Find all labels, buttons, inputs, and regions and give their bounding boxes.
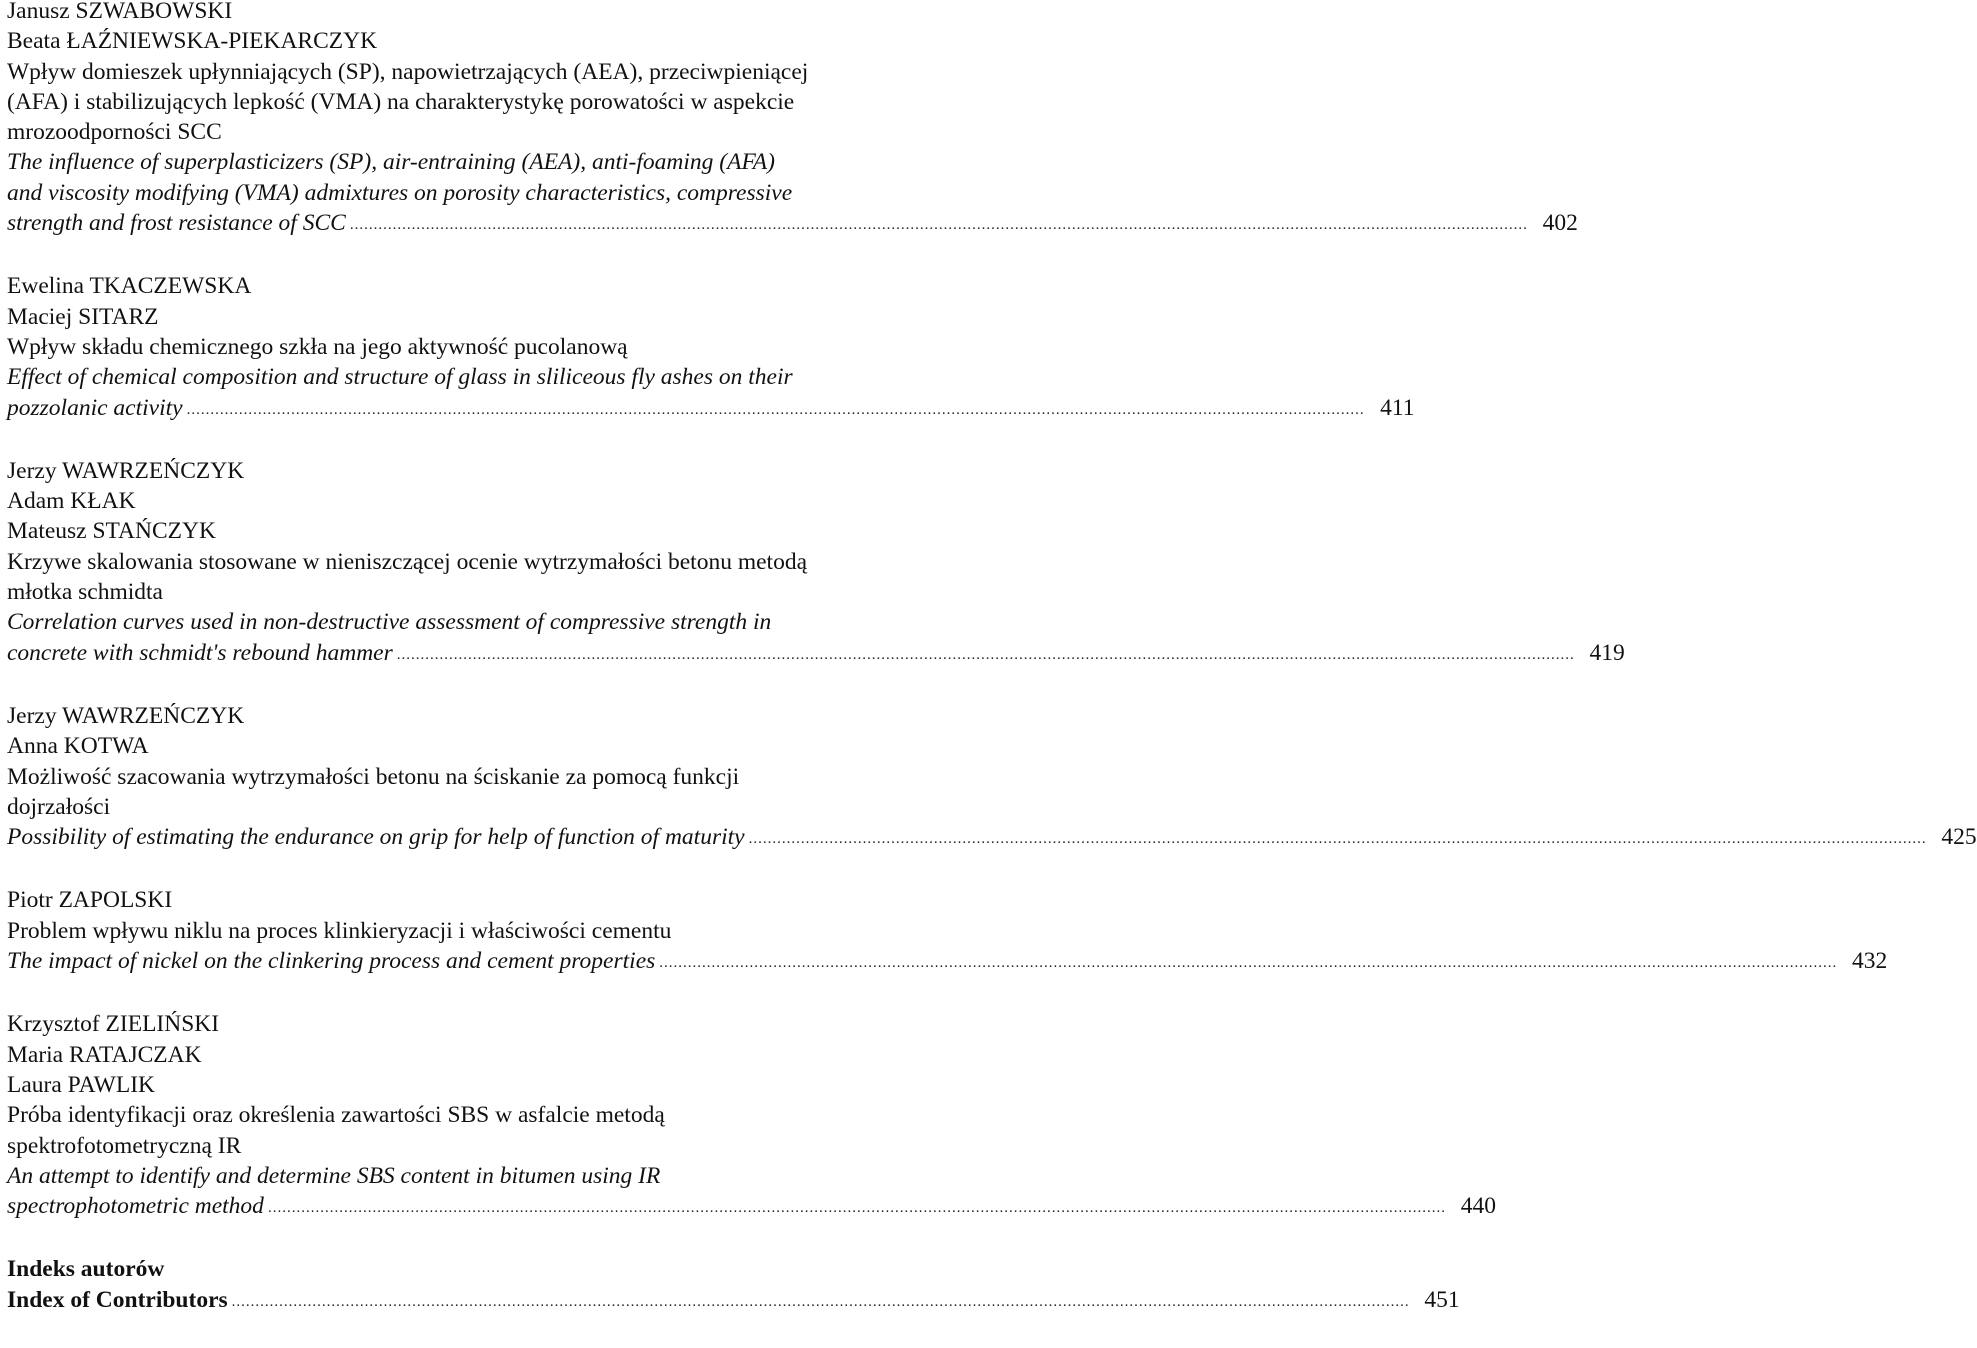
title-polish: Krzywe skalowania stosowane w nieniszczącej ocenie wytrzymałości betonu metodą: [7, 548, 808, 575]
title-polish: dojrzałości: [7, 793, 111, 820]
table-of-contents: [7, 0, 1977, 1348]
author-name: Maria RATAJCZAK: [7, 1041, 202, 1068]
page-number: 440: [1460, 1193, 1496, 1220]
author-name: Janusz SZWABOWSKI: [7, 0, 233, 24]
title-english-last-line: [7, 946, 1888, 979]
title-english-last-line: [7, 393, 1415, 426]
author-name: Jerzy WAWRZEŃCZYK: [7, 702, 245, 729]
author-name: Adam KŁAK: [7, 488, 136, 515]
title-english: An attempt to identify and determine SBS content in bitumen using IR: [7, 1162, 661, 1189]
index-title-polish: Indeks autorów: [7, 1256, 165, 1283]
toc-entry[interactable]: [7, 456, 1625, 671]
toc-entry[interactable]: [7, 271, 1415, 425]
dot-leader: [397, 640, 1575, 670]
author-name: Maciej SITARZ: [7, 303, 159, 330]
dot-leader: [659, 948, 1837, 978]
author-name: Piotr ZAPOLSKI: [7, 887, 173, 914]
title-polish: spektrofotometryczną IR: [7, 1132, 242, 1159]
title-polish: Wpływ składu chemicznego szkła na jego aktywność pucolanową: [7, 333, 628, 360]
title-english: spectrophotometric method: [7, 1193, 264, 1220]
title-english: The influence of superplasticizers (SP), air-entraining (AEA), anti-foaming (AFA): [7, 149, 775, 176]
title-english: Effect of chemical composition and structure of glass in sliliceous fly ashes on their: [7, 364, 793, 391]
title-english-last-line: [7, 638, 1625, 671]
title-polish: Możliwość szacowania wytrzymałości betonu na ściskanie za pomocą funkcji: [7, 763, 740, 790]
page-number: 432: [1852, 948, 1888, 975]
author-name: Beata ŁAŹNIEWSKA-PIEKARCZYK: [7, 28, 378, 55]
dot-leader: [350, 210, 1528, 240]
toc-entry[interactable]: [7, 701, 1977, 855]
page-number: 411: [1380, 394, 1415, 421]
toc-entry[interactable]: [7, 0, 1578, 241]
title-english: Possibility of estimating the endurance on grip for help of function of maturity: [7, 824, 745, 851]
author-name: Ewelina TKACZEWSKA: [7, 273, 252, 300]
title-english: pozzolanic activity: [7, 394, 183, 421]
title-english-last-line: [7, 822, 1977, 855]
author-name: Jerzy WAWRZEŃCZYK: [7, 457, 245, 484]
dot-leader: [749, 824, 1927, 854]
title-english-last-line: [7, 1191, 1496, 1224]
title-polish: Problem wpływu niklu na proces klinkieryzacji i właściwości cementu: [7, 917, 672, 944]
toc-entry[interactable]: [7, 885, 1888, 979]
author-name: Anna KOTWA: [7, 733, 149, 760]
page-number: 451: [1424, 1286, 1460, 1313]
title-polish: młotka schmidta: [7, 579, 163, 606]
title-polish: mrozoodporności SCC: [7, 119, 222, 146]
author-index-entry[interactable]: [7, 1254, 1460, 1318]
title-english: Correlation curves used in non-destructive assessment of compressive strength in: [7, 609, 772, 636]
title-english: strength and frost resistance of SCC: [7, 210, 346, 237]
dot-leader: [232, 1287, 1410, 1317]
author-name: Krzysztof ZIELIŃSKI: [7, 1011, 220, 1038]
title-english-last-line: [7, 208, 1578, 241]
page-number: 402: [1542, 210, 1578, 237]
title-polish: Wpływ domieszek upłynniających (SP), napowietrzających (AEA), przeciwpieniącej: [7, 58, 809, 85]
author-name: Laura PAWLIK: [7, 1071, 155, 1098]
toc-entry[interactable]: [7, 1009, 1496, 1224]
title-polish: (AFA) i stabilizujących lepkość (VMA) na charakterystykę porowatości w aspekcie: [7, 88, 795, 115]
title-english: and viscosity modifying (VMA) admixtures on porosity characteristics, compressive: [7, 179, 793, 206]
title-english: The impact of nickel on the clinkering process and cement properties: [7, 948, 656, 975]
title-polish: Próba identyfikacji oraz określenia zawartości SBS w asfalcie metodą: [7, 1102, 665, 1129]
author-name: Mateusz STAŃCZYK: [7, 518, 216, 545]
index-title-english-line: [7, 1285, 1460, 1318]
dot-leader: [187, 395, 1365, 425]
page-number: 425: [1941, 824, 1977, 851]
dot-leader: [268, 1193, 1446, 1223]
title-english: concrete with schmidt's rebound hammer: [7, 639, 393, 666]
index-title-english: Index of Contributors: [7, 1286, 228, 1313]
page-number: 419: [1589, 639, 1625, 666]
